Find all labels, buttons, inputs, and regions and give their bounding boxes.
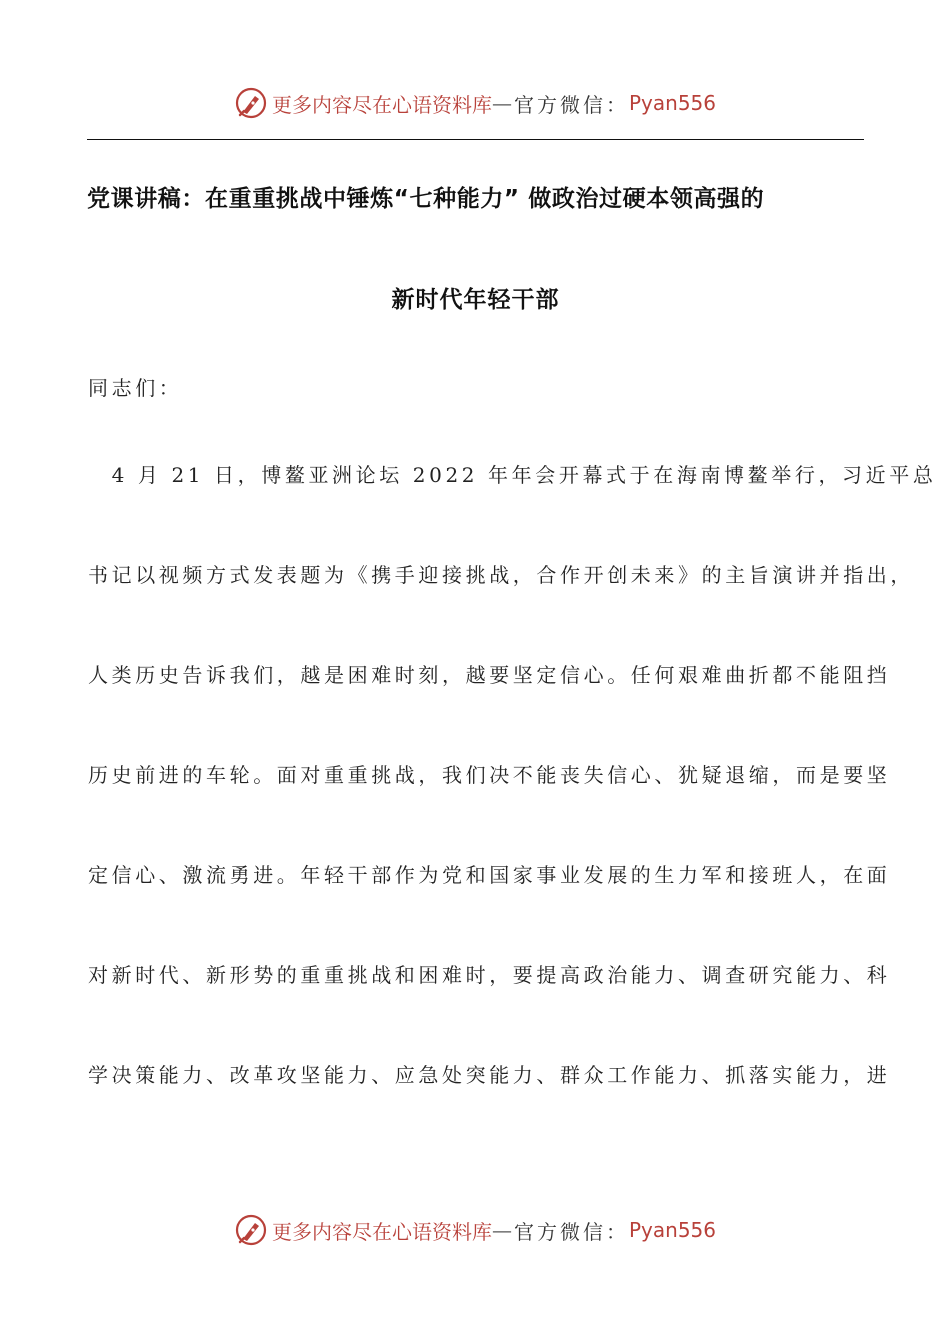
document-title-line-1: 党课讲稿：在重重挑战中锤炼“七种能力” 做政治过硬本领高强的 — [87, 186, 765, 212]
paragraph-line: 书记以视频方式发表题为《携手迎接挑战，合作开创未来》的主旨演讲并指出， — [88, 563, 914, 587]
banner-dash: — — [491, 91, 512, 115]
paragraph-line: 定信心、激流勇进。年轻干部作为党和国家事业发展的生力军和接班人，在面 — [88, 863, 891, 887]
document-title-line-2: 新时代年轻干部 — [391, 287, 560, 313]
banner-title: 更多内容尽在心语资料库 — [271, 92, 492, 117]
header-banner — [0, 83, 950, 123]
greeting: 同志们： — [88, 376, 183, 400]
paragraph-line: 人类历史告诉我们，越是困难时刻，越要坚定信心。任何艰难曲折都不能阻挡 — [88, 663, 891, 687]
footer-banner — [0, 1210, 950, 1250]
paragraph-line: 4 月 21 日，博鳌亚洲论坛 2022 年年会开幕式于在海南博鳌举行，习近平总 — [88, 463, 937, 487]
banner-dash: — — [491, 1218, 512, 1242]
banner-title: 更多内容尽在心语资料库 — [271, 1219, 492, 1244]
pen-nib-logo-icon — [234, 1213, 268, 1247]
banner-wechat-label: 官方微信： — [513, 92, 629, 117]
paragraph-line: 对新时代、新形势的重重挑战和困难时，要提高政治能力、调查研究能力、科 — [88, 963, 891, 987]
banner-wechat-id: Pyan556 — [628, 91, 716, 115]
header-divider — [87, 139, 864, 140]
banner-wechat-label: 官方微信： — [513, 1219, 629, 1244]
paragraph-line: 学决策能力、改革攻坚能力、应急处突能力、群众工作能力、抓落实能力，进 — [88, 1063, 891, 1087]
paragraph-line: 历史前进的车轮。面对重重挑战，我们决不能丧失信心、犹疑退缩，而是要坚 — [88, 763, 891, 787]
banner-wechat-id: Pyan556 — [628, 1218, 716, 1242]
pen-nib-logo-icon — [234, 86, 268, 120]
